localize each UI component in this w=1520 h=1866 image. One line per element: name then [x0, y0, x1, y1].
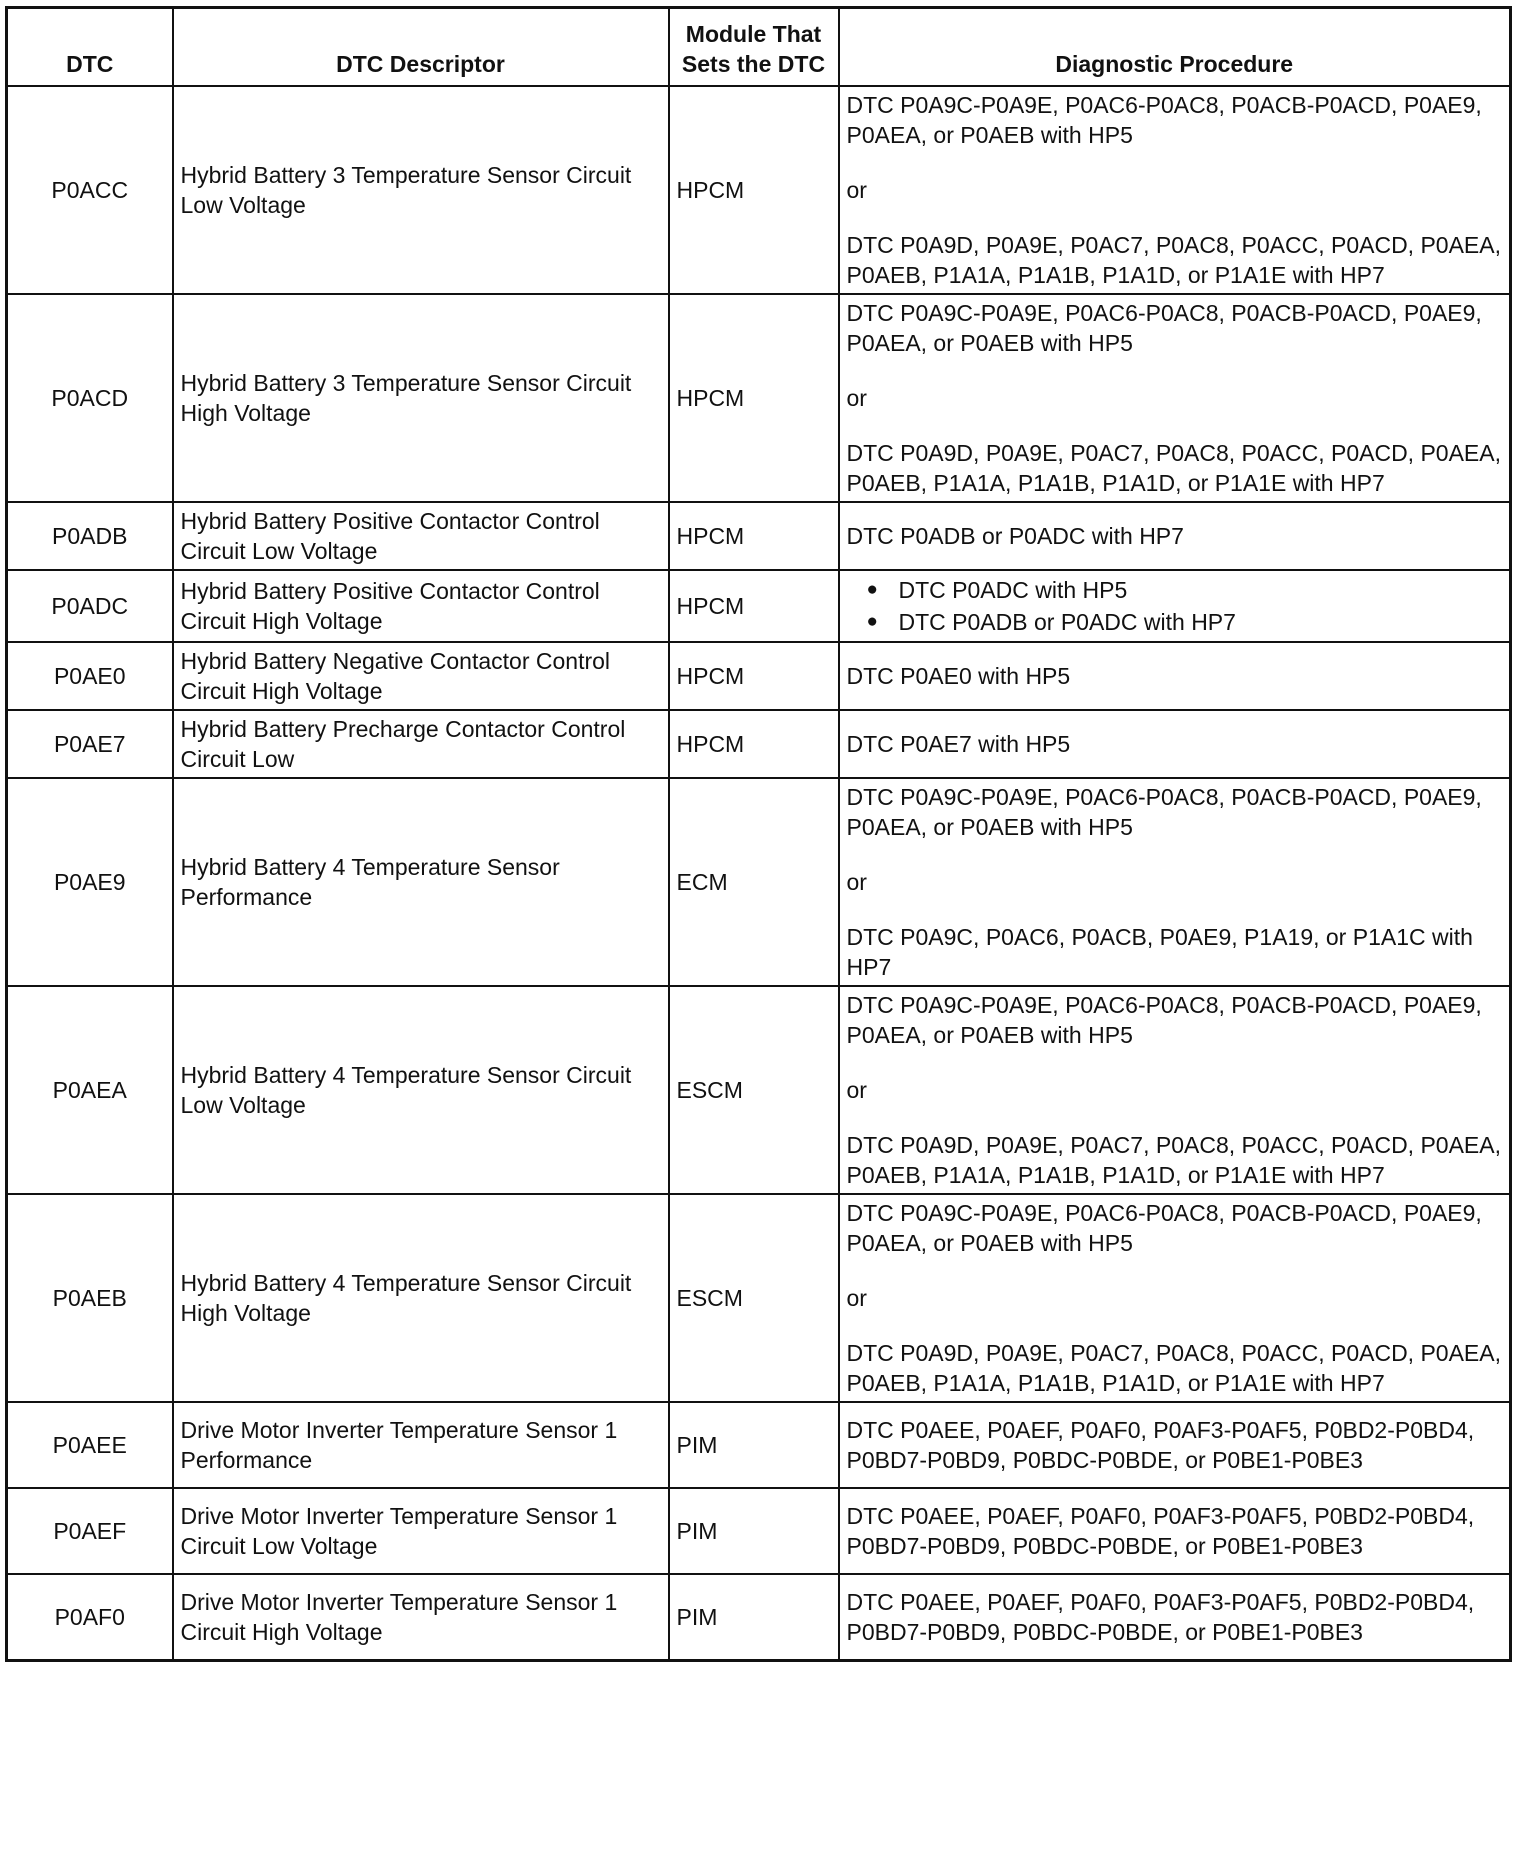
procedure-text: DTC P0AEE, P0AEF, P0AF0, P0AF3-P0AF5, P0BD2-P0BD4, P0BD7-P0BD9, P0BDC-P0BDE, or P0BE1-P0BE3 — [846, 1503, 1475, 1559]
dtc-module: PIM — [669, 1574, 839, 1660]
header-module: Module That Sets the DTC — [669, 8, 839, 87]
paragraph-spacer — [847, 1105, 1503, 1130]
diagnostic-procedure — [839, 778, 1511, 986]
procedure-text: DTC P0A9C-P0A9E, P0AC6-P0AC8, P0ACB-P0ACD, P0AE9, P0AEA, or P0AEB with HP5 — [846, 1200, 1482, 1256]
dtc-descriptor: Drive Motor Inverter Temperature Sensor 1 Circuit High Voltage — [173, 1574, 669, 1660]
paragraph-spacer — [847, 1258, 1503, 1283]
dtc-descriptor: Hybrid Battery 4 Temperature Sensor Circuit Low Voltage — [173, 986, 669, 1194]
diagnostic-procedure — [839, 570, 1511, 642]
dtc-table — [5, 6, 1512, 1662]
table-row — [7, 642, 1511, 710]
table-row — [7, 710, 1511, 778]
dtc-descriptor: Hybrid Battery Negative Contactor Control Circuit High Voltage — [173, 642, 669, 710]
procedure-text: DTC P0ADB or P0ADC with HP7 — [846, 523, 1184, 549]
dtc-module: HPCM — [669, 294, 839, 502]
diagnostic-procedure — [839, 986, 1511, 1194]
diagnostic-procedure — [839, 86, 1511, 294]
procedure-or: or — [846, 177, 867, 203]
dtc-descriptor: Drive Motor Inverter Temperature Sensor 1 Performance — [173, 1402, 669, 1488]
table-row — [7, 1574, 1511, 1660]
dtc-code: P0AF0 — [7, 1574, 173, 1660]
dtc-descriptor: Hybrid Battery 3 Temperature Sensor Circuit High Voltage — [173, 294, 669, 502]
paragraph-spacer — [847, 358, 1503, 383]
procedure-or: or — [846, 869, 867, 895]
dtc-descriptor: Hybrid Battery Positive Contactor Control Circuit High Voltage — [173, 570, 669, 642]
procedure-bullet-item: ● DTC P0ADB or P0ADC with HP7 — [867, 606, 1503, 638]
header-procedure: Diagnostic Procedure — [839, 8, 1511, 87]
dtc-descriptor: Drive Motor Inverter Temperature Sensor 1 Circuit Low Voltage — [173, 1488, 669, 1574]
table-row — [7, 502, 1511, 570]
procedure-bullet-item: ● DTC P0ADC with HP5 — [867, 574, 1503, 606]
procedure-text: DTC P0A9D, P0A9E, P0AC7, P0AC8, P0ACC, P0ACD, P0AEA, P0AEB, P1A1A, P1A1B, P1A1D, or P1A1E with HP7 — [846, 1340, 1502, 1396]
paragraph-spacer — [847, 413, 1503, 438]
dtc-descriptor: Hybrid Battery 3 Temperature Sensor Circuit Low Voltage — [173, 86, 669, 294]
procedure-text: DTC P0A9D, P0A9E, P0AC7, P0AC8, P0ACC, P0ACD, P0AEA, P0AEB, P1A1A, P1A1B, P1A1D, or P1A1E with HP7 — [846, 232, 1502, 288]
procedure-text: DTC P0A9D, P0A9E, P0AC7, P0AC8, P0ACC, P0ACD, P0AEA, P0AEB, P1A1A, P1A1B, P1A1D, or P1A1E with HP7 — [846, 1132, 1502, 1188]
diagnostic-procedure — [839, 710, 1511, 778]
paragraph-spacer — [847, 842, 1503, 867]
procedure-text: DTC P0A9C-P0A9E, P0AC6-P0AC8, P0ACB-P0ACD, P0AE9, P0AEA, or P0AEB with HP5 — [846, 992, 1482, 1048]
dtc-module: ESCM — [669, 1194, 839, 1402]
header-dtc: DTC — [7, 8, 173, 87]
dtc-code: P0AE0 — [7, 642, 173, 710]
dtc-code: P0AEE — [7, 1402, 173, 1488]
procedure-text: DTC P0A9D, P0A9E, P0AC7, P0AC8, P0ACC, P0ACD, P0AEA, P0AEB, P1A1A, P1A1B, P1A1D, or P1A1E with HP7 — [846, 440, 1502, 496]
procedure-text: DTC P0A9C-P0A9E, P0AC6-P0AC8, P0ACB-P0ACD, P0AE9, P0AEA, or P0AEB with HP5 — [846, 92, 1482, 148]
dtc-module: PIM — [669, 1488, 839, 1574]
dtc-code: P0AE9 — [7, 778, 173, 986]
diagnostic-procedure — [839, 1402, 1511, 1488]
dtc-module: ECM — [669, 778, 839, 986]
table-row — [7, 1194, 1511, 1402]
procedure-bullet-list — [847, 574, 1503, 638]
dtc-descriptor: Hybrid Battery Precharge Contactor Control Circuit Low — [173, 710, 669, 778]
table-row — [7, 86, 1511, 294]
dtc-module: HPCM — [669, 570, 839, 642]
procedure-or: or — [846, 385, 867, 411]
table-row — [7, 986, 1511, 1194]
dtc-code: P0ADC — [7, 570, 173, 642]
paragraph-spacer — [847, 1050, 1503, 1075]
dtc-module: PIM — [669, 1402, 839, 1488]
table-row — [7, 294, 1511, 502]
dtc-code: P0ADB — [7, 502, 173, 570]
procedure-text: DTC P0AEE, P0AEF, P0AF0, P0AF3-P0AF5, P0BD2-P0BD4, P0BD7-P0BD9, P0BDC-P0BDE, or P0BE1-P0BE3 — [846, 1588, 1475, 1645]
dtc-code: P0AEB — [7, 1194, 173, 1402]
table-row — [7, 1488, 1511, 1574]
dtc-code: P0AEF — [7, 1488, 173, 1574]
procedure-or: or — [846, 1285, 867, 1311]
dtc-code: P0ACC — [7, 86, 173, 294]
dtc-module: ESCM — [669, 986, 839, 1194]
dtc-descriptor: Hybrid Battery Positive Contactor Control Circuit Low Voltage — [173, 502, 669, 570]
diagnostic-procedure — [839, 1194, 1511, 1402]
procedure-text: DTC P0A9C-P0A9E, P0AC6-P0AC8, P0ACB-P0ACD, P0AE9, P0AEA, or P0AEB with HP5 — [846, 300, 1482, 356]
dtc-module: HPCM — [669, 502, 839, 570]
table-row — [7, 570, 1511, 642]
procedure-text: DTC P0A9C-P0A9E, P0AC6-P0AC8, P0ACB-P0ACD, P0AE9, P0AEA, or P0AEB with HP5 — [846, 784, 1482, 840]
paragraph-spacer — [847, 150, 1503, 175]
dtc-code: P0AEA — [7, 986, 173, 1194]
paragraph-spacer — [847, 205, 1503, 230]
table-row — [7, 1402, 1511, 1488]
procedure-text: DTC P0AEE, P0AEF, P0AF0, P0AF3-P0AF5, P0BD2-P0BD4, P0BD7-P0BD9, P0BDC-P0BDE, or P0BE1-P0BE3 — [846, 1417, 1475, 1473]
dtc-module: HPCM — [669, 642, 839, 710]
procedure-text: DTC P0A9C, P0AC6, P0ACB, P0AE9, P1A19, or P1A1C with HP7 — [846, 924, 1473, 980]
header-descriptor: DTC Descriptor — [173, 8, 669, 87]
diagnostic-procedure — [839, 502, 1511, 570]
procedure-text: DTC P0AE0 with HP5 — [846, 663, 1071, 689]
diagnostic-procedure — [839, 294, 1511, 502]
diagnostic-procedure — [839, 1488, 1511, 1574]
diagnostic-procedure — [839, 642, 1511, 710]
dtc-descriptor: Hybrid Battery 4 Temperature Sensor Circuit High Voltage — [173, 1194, 669, 1402]
dtc-module: HPCM — [669, 710, 839, 778]
dtc-module: HPCM — [669, 86, 839, 294]
diagnostic-procedure — [839, 1574, 1511, 1660]
header-row — [7, 8, 1511, 87]
paragraph-spacer — [847, 1313, 1503, 1338]
dtc-code: P0AE7 — [7, 710, 173, 778]
table-row — [7, 778, 1511, 986]
procedure-or: or — [846, 1077, 867, 1103]
procedure-text: DTC P0AE7 with HP5 — [846, 731, 1071, 757]
dtc-table-page — [5, 6, 1509, 1662]
dtc-code: P0ACD — [7, 294, 173, 502]
paragraph-spacer — [847, 897, 1503, 922]
dtc-descriptor: Hybrid Battery 4 Temperature Sensor Performance — [173, 778, 669, 986]
